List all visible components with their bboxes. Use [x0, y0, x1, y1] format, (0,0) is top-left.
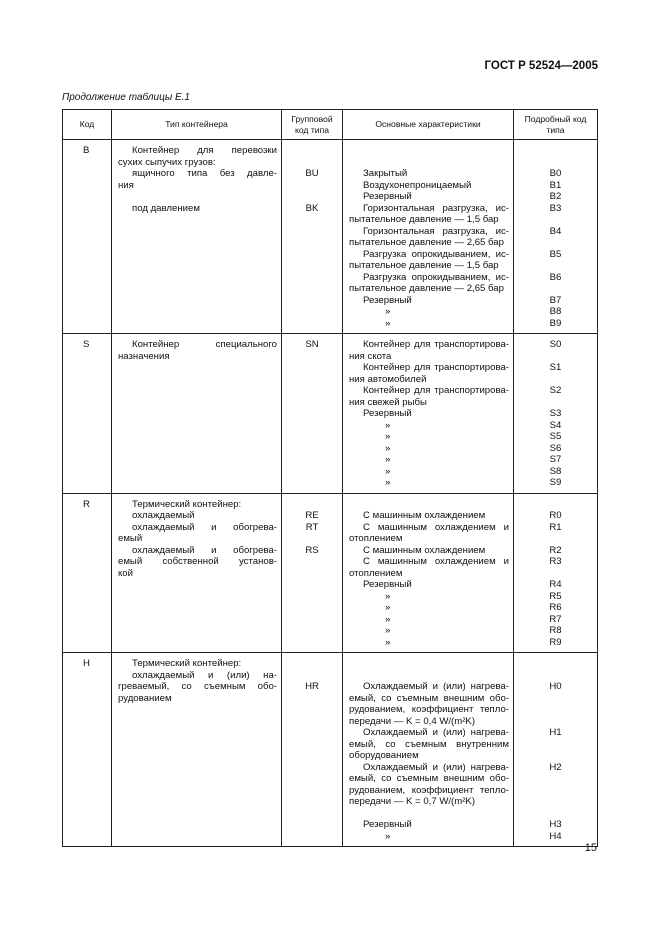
- cell-group-code: [282, 140, 343, 334]
- standard-designation: ГОСТ Р 52524—2005: [484, 60, 598, 72]
- cell-characteristics-line: [349, 658, 509, 670]
- cell-detail-code-line: R8: [549, 625, 562, 636]
- cell-characteristics-line: »: [385, 625, 391, 636]
- cell-characteristics-line: Резервный: [363, 191, 412, 202]
- cell-detail-code-line: R2: [549, 544, 562, 556]
- cell-characteristics-line: пытательное давление — 1,5 бар: [349, 260, 499, 271]
- cell-container-type-line: назначения: [118, 350, 170, 362]
- cell-group-code-line: BU: [305, 168, 319, 179]
- cell-characteristics-line: »: [385, 317, 391, 329]
- cell-characteristics-line: отоплением: [349, 567, 403, 579]
- cell-characteristics-line: пытательное давление — 1,5 бар: [349, 214, 499, 225]
- cell-group-code-line: [285, 191, 339, 203]
- table-row: [63, 334, 598, 494]
- cell-characteristics-line: передачи — K = 0,4 W/(m²K): [349, 715, 476, 727]
- cell-characteristics-line: емый, со съемным внешним обо-: [349, 773, 509, 784]
- cell-characteristics-line: ния свежей рыбы: [349, 396, 427, 408]
- cell-group-code-line: RE: [305, 510, 319, 521]
- cell-characteristics-line: [349, 808, 509, 820]
- cell-group-code-line: [285, 157, 339, 169]
- cell-group-code-line: [285, 145, 339, 157]
- cell-detail-code: [514, 334, 598, 494]
- cell-detail-code-line: B1: [549, 179, 562, 191]
- cell-detail-code-line: [517, 739, 594, 751]
- cell-characteristics-line: ния автомобилей: [349, 373, 427, 385]
- cell-detail-code-line: S3: [549, 408, 562, 419]
- cell-characteristics-line: рудованием, коэффициент тепло-: [349, 784, 509, 796]
- cell-characteristics-line: [349, 499, 509, 511]
- cell-detail-code-line: [517, 716, 594, 728]
- cell-detail-code-line: S8: [549, 465, 562, 477]
- cell-characteristics-line: »: [385, 602, 391, 613]
- cell-characteristics: [343, 493, 514, 653]
- table-continuation-caption: Продолжение таблицы Е.1: [62, 92, 190, 103]
- table-row: [63, 140, 598, 334]
- cell-container-type-line: под давлением: [132, 202, 200, 214]
- cell-container-type-line: Термический контейнер:: [132, 498, 242, 510]
- cell-detail-code-line: [517, 351, 594, 363]
- cell-group-code-line: [285, 658, 339, 670]
- cell-characteristics-line: Горизонтальная разгрузка, ис-: [363, 225, 509, 237]
- cell-group-code: [282, 334, 343, 494]
- cell-characteristics-line: »: [385, 477, 391, 488]
- cell-detail-code-line: S7: [549, 454, 562, 465]
- cell-detail-code-line: S5: [549, 431, 562, 442]
- cell-characteristics-line: Горизонтальная разгрузка, ис-: [363, 202, 509, 214]
- cell-detail-code-line: [517, 670, 594, 682]
- cell-container-type-line: охлаждаемый и обогрева-: [132, 521, 277, 533]
- cell-characteristics-line: емый, со съемным внутренним: [349, 738, 509, 750]
- cell-characteristics: [343, 653, 514, 847]
- cell-container-type-line: Контейнер для перевозки: [132, 145, 277, 156]
- cell-group-code-line: [285, 533, 339, 545]
- cell-detail-code-line: H0: [549, 681, 562, 692]
- cell-code: B: [63, 140, 112, 334]
- cell-group-code-line: RT: [305, 521, 319, 533]
- cell-container-type: [112, 653, 282, 847]
- container-type-table: [62, 109, 598, 847]
- cell-characteristics-line: пытательное давление — 2,65 бар: [349, 237, 504, 248]
- cell-characteristics-line: Разгрузка опрокидыванием, ис-: [363, 248, 509, 260]
- cell-group-code-line: BK: [305, 202, 319, 214]
- cell-detail-code-line: B7: [549, 294, 562, 306]
- cell-characteristics-line: С машинным охлаждением и: [363, 556, 509, 567]
- cell-code: S: [63, 334, 112, 494]
- cell-characteristics-line: »: [385, 454, 391, 465]
- cell-detail-code-line: R6: [549, 602, 562, 613]
- cell-characteristics-line: [349, 145, 509, 157]
- cell-characteristics-line: »: [385, 419, 391, 431]
- cell-characteristics-line: Контейнер для транспортирова-: [363, 339, 509, 350]
- cell-group-code-line: SN: [305, 339, 319, 350]
- cell-container-type-line: ния: [118, 179, 134, 191]
- cell-container-type-line: кой: [118, 567, 133, 579]
- col-header-code: Код: [63, 110, 112, 140]
- cell-characteristics-line: Охлаждаемый и (или) нагрева-: [363, 681, 509, 692]
- cell-container-type-line: охлаждаемый: [132, 510, 195, 521]
- cell-container-type-line: сухих сыпучих грузов:: [118, 156, 216, 168]
- cell-detail-code-line: H1: [549, 727, 562, 738]
- cell-detail-code-line: R5: [549, 590, 562, 602]
- cell-detail-code-line: R0: [549, 510, 562, 521]
- cell-characteristics-line: емый, со съемным внешним обо-: [349, 692, 509, 704]
- cell-detail-code-line: S2: [549, 385, 562, 396]
- cell-characteristics-line: Контейнер для транспортирова-: [363, 362, 509, 373]
- cell-detail-code-line: [517, 214, 594, 226]
- cell-characteristics-line: »: [385, 590, 391, 602]
- col-header-detail-code: Подробный код типа: [514, 110, 598, 140]
- cell-characteristics-line: Резервный: [363, 579, 412, 590]
- cell-container-type: [112, 140, 282, 334]
- cell-detail-code-line: [517, 374, 594, 386]
- cell-detail-code-line: [517, 237, 594, 249]
- cell-detail-code-line: R9: [549, 636, 562, 648]
- cell-characteristics-line: [349, 670, 509, 682]
- cell-characteristics-line: С машинным охлаждением: [363, 510, 486, 521]
- cell-code: H: [63, 653, 112, 847]
- cell-detail-code-line: S0: [549, 339, 562, 350]
- cell-characteristics-line: Воздухонепроницаемый: [363, 179, 472, 191]
- cell-characteristics-line: Закрытый: [363, 168, 408, 179]
- cell-characteristics-line: [349, 157, 509, 169]
- cell-detail-code-line: [517, 397, 594, 409]
- cell-characteristics-line: Контейнер для транспортирова-: [363, 385, 509, 396]
- cell-characteristics-line: Резервный: [363, 294, 412, 306]
- cell-container-type-line: Термический контейнер:: [132, 658, 242, 669]
- cell-container-type-line: емый: [118, 533, 143, 544]
- cell-characteristics-line: Охлаждаемый и (или) нагрева-: [363, 727, 509, 738]
- col-header-group-code: Групповой код типа: [282, 110, 343, 140]
- cell-container-type-line: емый собственной установ-: [118, 556, 277, 567]
- cell-characteristics-line: С машинным охлаждением: [363, 544, 486, 556]
- cell-detail-code-line: R4: [549, 579, 562, 590]
- cell-characteristics-line: С машинным охлаждением и: [363, 521, 509, 533]
- cell-container-type-line: охлаждаемый и (или) на-: [132, 669, 277, 681]
- cell-group-code-line: RS: [305, 544, 319, 556]
- cell-detail-code-line: S1: [549, 362, 562, 373]
- cell-characteristics-line: ния скота: [349, 350, 392, 362]
- cell-characteristics-line: »: [385, 306, 391, 317]
- page-number: 15: [584, 842, 597, 854]
- table-row: [63, 653, 598, 847]
- cell-detail-code-line: H4: [549, 830, 562, 842]
- col-header-type: Тип контейнера: [112, 110, 282, 140]
- cell-container-type-line: ящичного типа без давле-: [132, 168, 277, 179]
- cell-characteristics-line: Разгрузка опрокидыванием, ис-: [363, 271, 509, 283]
- cell-characteristics-line: Резервный: [363, 408, 412, 419]
- cell-characteristics-line: оборудованием: [349, 750, 419, 761]
- cell-characteristics-line: »: [385, 431, 391, 442]
- col-header-characteristics: Основные характеристики: [343, 110, 514, 140]
- cell-group-code-line: [285, 670, 339, 682]
- cell-detail-code-line: B3: [549, 202, 562, 214]
- cell-group-code: [282, 493, 343, 653]
- cell-group-code-line: [285, 180, 339, 192]
- cell-detail-code-line: [517, 785, 594, 797]
- cell-detail-code-line: [517, 260, 594, 272]
- cell-detail-code-line: [517, 808, 594, 820]
- cell-detail-code: [514, 653, 598, 847]
- cell-detail-code-line: [517, 533, 594, 545]
- cell-detail-code-line: [517, 658, 594, 670]
- cell-characteristics-line: »: [385, 636, 391, 648]
- cell-characteristics-line: »: [385, 465, 391, 477]
- cell-group-code-line: [285, 499, 339, 511]
- cell-container-type-line: охлаждаемый и обогрева-: [132, 544, 277, 556]
- cell-detail-code: [514, 140, 598, 334]
- cell-detail-code-line: H3: [549, 819, 562, 830]
- cell-detail-code-line: B0: [549, 168, 562, 179]
- cell-detail-code-line: B9: [549, 317, 562, 329]
- table-header-row: [63, 110, 598, 140]
- cell-detail-code-line: [517, 773, 594, 785]
- cell-container-type-line: рудованием: [118, 692, 172, 704]
- cell-container-type-line: Контейнер специального: [132, 339, 277, 350]
- cell-detail-code-line: B2: [549, 191, 562, 202]
- cell-characteristics-line: »: [385, 613, 391, 625]
- cell-detail-code-line: [517, 145, 594, 157]
- cell-container-type-line: греваемый, со съемным обо-: [118, 681, 277, 692]
- cell-characteristics-line: »: [385, 442, 391, 454]
- cell-characteristics-line: »: [385, 830, 391, 842]
- cell-detail-code-line: R1: [549, 521, 562, 533]
- cell-characteristics: [343, 334, 514, 494]
- cell-detail-code-line: S4: [549, 419, 562, 431]
- cell-container-type: [112, 493, 282, 653]
- cell-detail-code-line: [517, 283, 594, 295]
- cell-detail-code-line: [517, 568, 594, 580]
- cell-characteristics: [343, 140, 514, 334]
- cell-code: R: [63, 493, 112, 653]
- cell-detail-code-line: S6: [549, 442, 562, 454]
- cell-detail-code-line: [517, 750, 594, 762]
- cell-characteristics-line: Охлаждаемый и (или) нагрева-: [363, 761, 509, 773]
- table-row: [63, 493, 598, 653]
- cell-detail-code-line: [517, 693, 594, 705]
- cell-detail-code: [514, 493, 598, 653]
- cell-detail-code-line: R7: [549, 613, 562, 625]
- cell-detail-code-line: [517, 796, 594, 808]
- cell-detail-code-line: S9: [549, 477, 562, 488]
- cell-container-type: [112, 334, 282, 494]
- cell-detail-code-line: H2: [549, 761, 562, 773]
- cell-detail-code-line: B8: [549, 306, 562, 317]
- cell-characteristics-line: пытательное давление — 2,65 бар: [349, 283, 504, 294]
- cell-detail-code-line: [517, 499, 594, 511]
- cell-group-code: [282, 653, 343, 847]
- cell-characteristics-line: отоплением: [349, 533, 403, 544]
- cell-detail-code-line: B6: [549, 271, 562, 283]
- cell-detail-code-line: B5: [549, 248, 562, 260]
- cell-detail-code-line: B4: [549, 225, 562, 237]
- cell-characteristics-line: передачи — K = 0,7 W/(m²K): [349, 796, 476, 807]
- cell-container-type-line: [118, 191, 277, 203]
- cell-detail-code-line: [517, 157, 594, 169]
- cell-detail-code-line: R3: [549, 556, 562, 567]
- cell-characteristics-line: рудованием, коэффициент тепло-: [349, 704, 509, 715]
- cell-group-code-line: HR: [305, 681, 319, 692]
- cell-detail-code-line: [517, 704, 594, 716]
- cell-characteristics-line: Резервный: [363, 819, 412, 830]
